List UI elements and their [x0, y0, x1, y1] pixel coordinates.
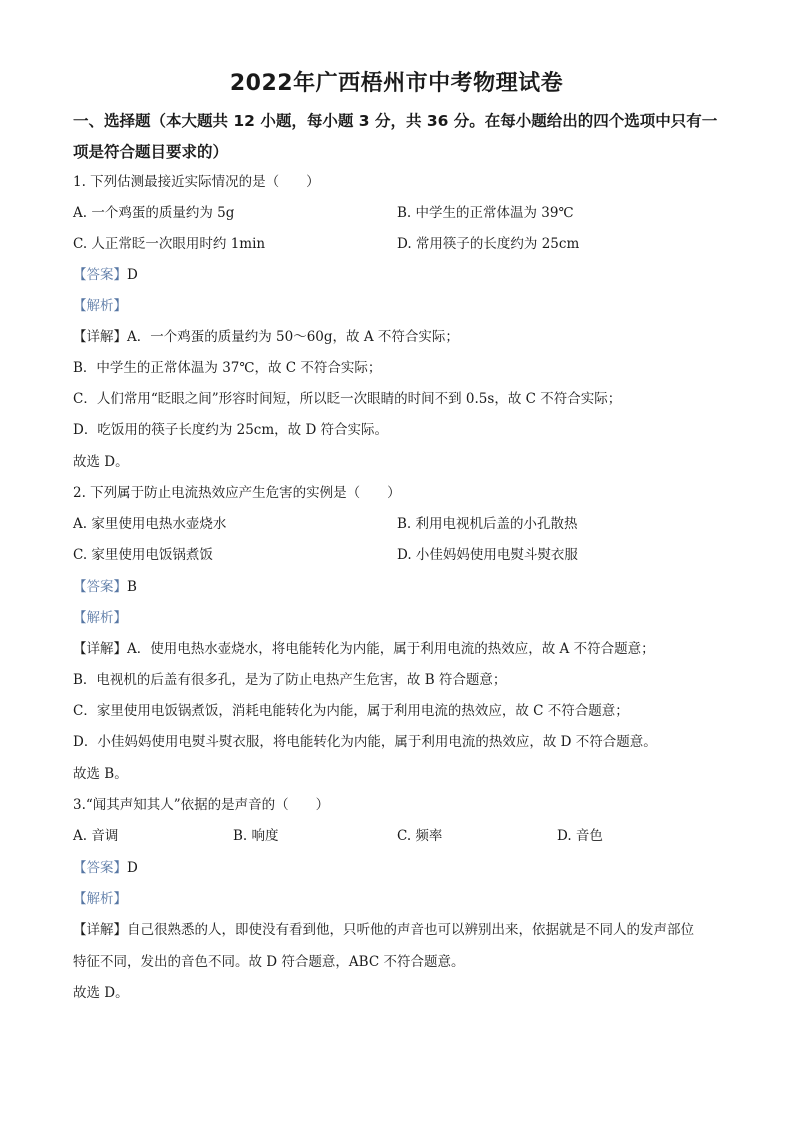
question-2-stem: 2. 下列属于防止电流热效应产生危害的实例是（ ）	[73, 485, 401, 501]
answer-label: 【答案】	[73, 579, 127, 595]
question-2-answer	[73, 577, 137, 597]
question-1-option-d: D. 常用筷子的长度约为 25cm	[397, 236, 580, 252]
page-title: 2022年广西梧州市中考物理试卷	[229, 71, 564, 96]
question-1-conclusion: 故选 D。	[73, 454, 129, 470]
question-2-option-d: D. 小佳妈妈使用电熨斗熨衣服	[397, 547, 578, 563]
question-3-option-c: C. 频率	[397, 828, 443, 844]
question-2-detail-3: C．家里使用电饭锅煮饭，消耗电能转化为内能，属于利用电流的热效应，故 C 不符合题意；	[73, 703, 629, 719]
question-2-detail-1	[73, 639, 655, 659]
question-3-option-a: A. 音调	[73, 828, 119, 844]
detail-text: A．使用电热水壶烧水，将电能转化为内能，属于利用电流的热效应，故 A 不符合题意；	[127, 641, 655, 657]
answer-value: B	[127, 579, 137, 595]
answer-label: 【答案】	[73, 860, 127, 876]
question-2-analysis-label: 【解析】	[73, 610, 127, 626]
question-1-option-a: A. 一个鸡蛋的质量约为 5g	[73, 205, 235, 221]
question-3-conclusion: 故选 D。	[73, 985, 129, 1001]
question-3-detail-1	[73, 920, 694, 940]
question-1-option-b: B. 中学生的正常体温为 39℃	[397, 205, 574, 221]
question-3-detail-2: 特征不同，发出的音色不同。故 D 符合题意，ABC 不符合题意。	[73, 954, 465, 970]
detail-label: 【详解】	[73, 641, 127, 657]
question-3-answer	[73, 858, 138, 878]
question-3-analysis-label: 【解析】	[73, 891, 127, 907]
question-3-option-d: D. 音色	[557, 828, 603, 844]
question-2-conclusion: 故选 B。	[73, 766, 128, 782]
question-2-option-c: C. 家里使用电饭锅煮饭	[73, 547, 213, 563]
question-2-option-a: A. 家里使用电热水壶烧水	[73, 516, 227, 532]
question-1-option-c: C. 人正常眨一次眼用时约 1min	[73, 236, 266, 252]
question-1-answer	[73, 265, 138, 285]
detail-text: A．一个鸡蛋的质量约为 50～60g，故 A 不符合实际；	[127, 329, 459, 345]
detail-label: 【详解】	[73, 922, 127, 938]
question-2-option-b: B. 利用电视机后盖的小孔散热	[397, 516, 578, 532]
question-2-detail-4: D．小佳妈妈使用电熨斗熨衣服，将电能转化为内能，属于利用电流的热效应，故 D 不符合题意。	[73, 734, 657, 750]
question-1-detail-2: B．中学生的正常体温为 37℃，故 C 不符合实际；	[73, 360, 382, 376]
answer-value: D	[127, 860, 138, 876]
detail-label: 【详解】	[73, 329, 127, 345]
question-2-detail-2: B．电视机的后盖有很多孔，是为了防止电热产生危害，故 B 符合题意；	[73, 672, 507, 688]
answer-value: D	[127, 267, 138, 283]
question-1-analysis-label: 【解析】	[73, 298, 127, 314]
detail-text: 自己很熟悉的人，即使没有看到他，只听他的声音也可以辨别出来，依据就是不同人的发声部位	[127, 922, 694, 938]
question-1-detail-3: C．人们常用“眨眼之间”形容时间短，所以眨一次眼睛的时间不到 0.5s，故 C 不符合实际；	[73, 391, 622, 407]
answer-label: 【答案】	[73, 267, 127, 283]
question-3-stem: 3.“闻其声知其人”依据的是声音的（ ）	[73, 797, 330, 813]
question-1-detail-4: D．吃饭用的筷子长度约为 25cm，故 D 符合实际。	[73, 422, 389, 438]
question-1-stem: 1. 下列估测最接近实际情况的是（ ）	[73, 174, 320, 190]
section-heading: 一、选择题（本大题共 12 小题，每小题 3 分，共 36 分。在每小题给出的四个选项中只有一项是符合题目要求的）	[73, 112, 718, 161]
question-3-option-b: B. 响度	[233, 828, 279, 844]
question-1-detail-1	[73, 327, 459, 347]
